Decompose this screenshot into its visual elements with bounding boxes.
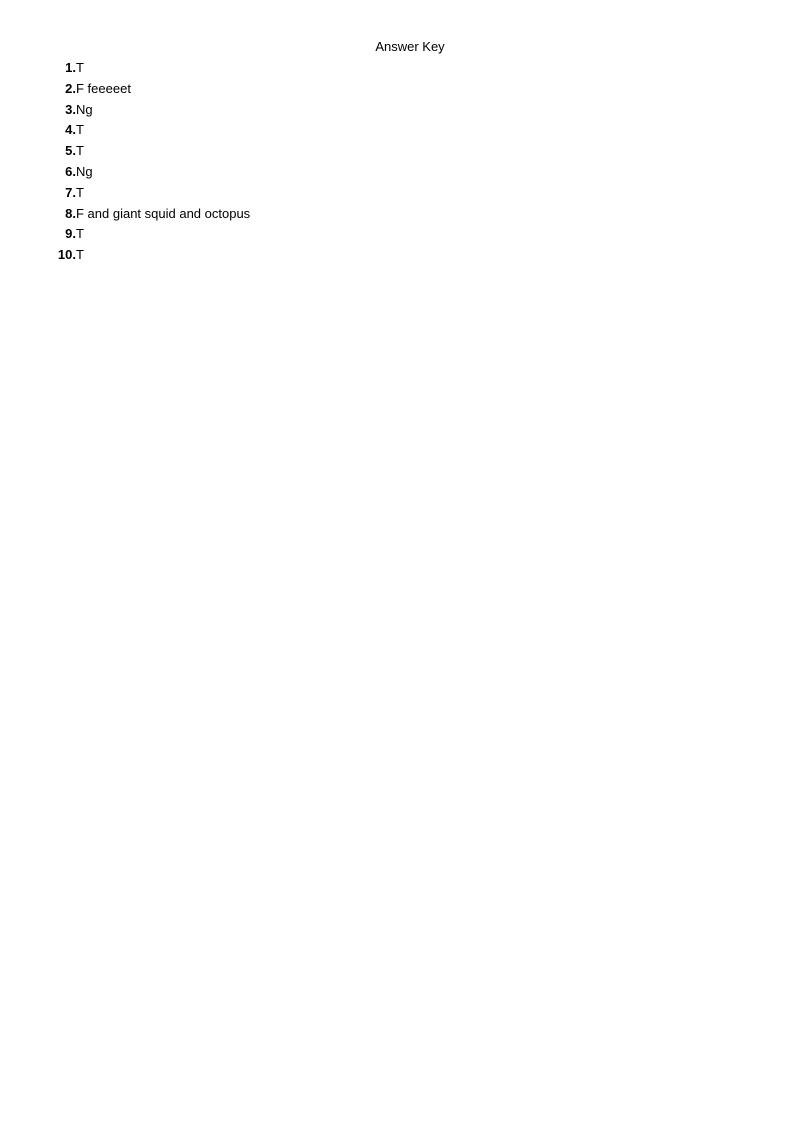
- list-item: [40, 162, 250, 183]
- answer-number: 8.: [65, 205, 76, 221]
- answer-list: [40, 58, 250, 266]
- list-item: [40, 224, 250, 245]
- list-item: [40, 100, 250, 121]
- answer-text: T: [76, 60, 84, 75]
- list-item: [40, 141, 250, 162]
- answer-number: 7.: [65, 184, 76, 200]
- answer-text: T: [76, 122, 84, 138]
- answer-text: F feeeeet: [76, 80, 131, 96]
- answer-text: Ng: [76, 163, 93, 179]
- answer-number: 6.: [65, 163, 76, 179]
- answer-number: 3.: [65, 101, 76, 117]
- list-item: [40, 120, 250, 141]
- answer-text: T: [76, 226, 84, 242]
- answer-text: F and giant squid and octopus: [76, 205, 251, 221]
- answer-number: 5.: [65, 143, 76, 159]
- answer-number: 2.: [65, 80, 76, 96]
- answer-text: Ng: [76, 101, 93, 117]
- list-item: [40, 58, 250, 79]
- page-title: Answer Key: [375, 39, 445, 54]
- answer-text: T: [76, 184, 84, 200]
- answer-number: 9.: [65, 226, 76, 242]
- list-item: [40, 204, 250, 225]
- answer-number: 10.: [57, 247, 76, 263]
- list-item: [40, 245, 250, 266]
- answer-text: T: [76, 143, 84, 159]
- answer-number: 4.: [65, 122, 76, 138]
- answer-text: T: [76, 247, 84, 263]
- answer-number: 1.: [65, 60, 76, 75]
- list-item: [40, 79, 250, 100]
- list-item: [40, 183, 250, 204]
